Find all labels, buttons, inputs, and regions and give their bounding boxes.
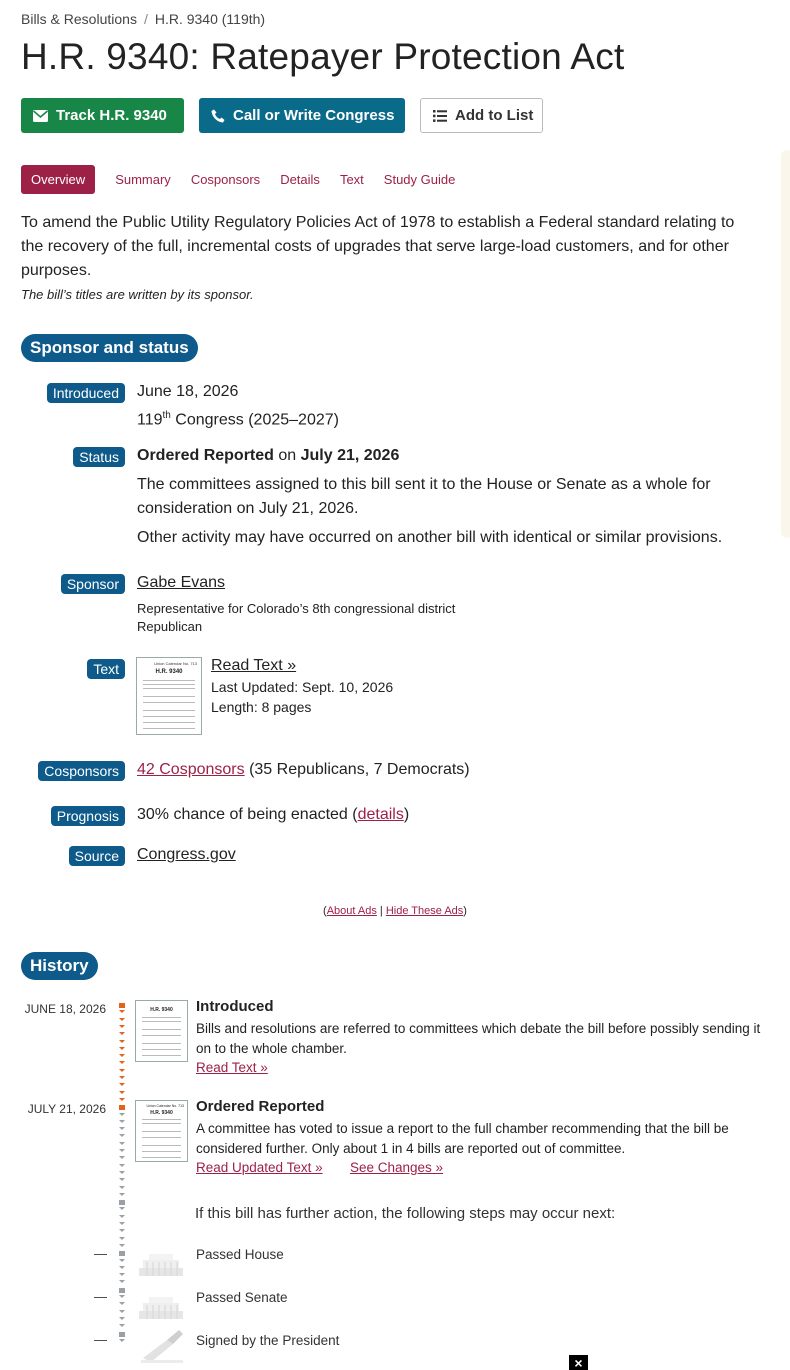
sponsor-link[interactable]: Gabe Evans xyxy=(137,574,226,591)
timeline-marker xyxy=(119,1280,125,1283)
timeline-marker xyxy=(119,1061,125,1064)
text-last-updated: Last Updated: Sept. 10, 2026 xyxy=(211,679,394,695)
timeline-marker xyxy=(119,1317,125,1320)
description-note: The bill’s titles are written by its sponsor. xyxy=(21,287,254,302)
congress-number: 119 xyxy=(137,411,163,429)
history-thumb-bill-no-2: H.R. 9340 xyxy=(150,1110,173,1116)
status-state: Ordered Reported xyxy=(137,447,274,464)
timeline-marker xyxy=(119,1083,125,1086)
timeline-marker xyxy=(119,1164,125,1167)
status-date: July 21, 2026 xyxy=(300,447,400,464)
timeline-marker xyxy=(119,1134,125,1137)
congress-suffix: th xyxy=(162,410,171,421)
history-desc-reported: A committee has voted to issue a report to the full chamber recommending that the bill be considered further. Only about 1 in 4 bills are reported out of committee. xyxy=(196,1121,729,1156)
history-thumb-calendar-no: Union Calendar No. 713 xyxy=(146,1104,184,1108)
breadcrumb xyxy=(21,11,265,27)
source-link[interactable]: Congress.gov xyxy=(137,846,236,863)
timeline-marker xyxy=(119,1076,125,1079)
future-dash-senate: — xyxy=(94,1289,107,1304)
breadcrumb-bills[interactable]: Bills & Resolutions xyxy=(21,11,137,27)
timeline-marker xyxy=(119,1310,125,1313)
about-ads-link[interactable]: About Ads xyxy=(326,905,377,917)
tab-text[interactable]: Text xyxy=(339,172,364,187)
timeline-marker xyxy=(119,1288,125,1293)
status-other-activity: Other activity may have occurred on another bill with identical or similar provisions. xyxy=(137,529,723,546)
capitol-icon-house xyxy=(137,1248,185,1283)
phone-icon xyxy=(211,109,225,123)
tab-summary[interactable]: Summary xyxy=(115,172,171,187)
timeline-marker xyxy=(119,1127,125,1130)
history-thumb-bill-no-1: H.R. 9340 xyxy=(150,1007,173,1013)
future-steps-intro: If this bill has further action, the following steps may occur next: xyxy=(195,1205,616,1222)
read-updated-text-link[interactable]: Read Updated Text » xyxy=(196,1160,323,1175)
timeline-marker xyxy=(119,1222,125,1225)
cosponsors-badge: Cosponsors xyxy=(38,761,125,781)
timeline-marker xyxy=(119,1251,125,1256)
call-congress-button[interactable] xyxy=(199,98,405,133)
breadcrumb-separator: / xyxy=(143,11,148,27)
timeline-marker xyxy=(119,1047,125,1050)
add-to-list-button[interactable] xyxy=(420,98,543,133)
history-heading: History xyxy=(21,952,98,980)
congress-session xyxy=(137,404,339,432)
breadcrumb-current[interactable]: H.R. 9340 (119th) xyxy=(154,11,266,27)
history-thumbnail-reported[interactable] xyxy=(135,1100,188,1162)
status-explanation: The committees assigned to this bill sent it to the House or Senate as a whole for consideration on July 21, 2026. xyxy=(137,476,711,517)
source-badge: Source xyxy=(69,846,125,866)
timeline-marker xyxy=(119,1193,125,1196)
timeline-marker xyxy=(119,1302,125,1305)
status-badge: Status xyxy=(73,447,125,467)
timeline-marker xyxy=(119,1259,125,1262)
track-button[interactable] xyxy=(21,98,184,133)
timeline-marker xyxy=(119,1229,125,1232)
sponsor-party: Republican xyxy=(137,619,203,634)
history-date-reported: JULY 21, 2026 xyxy=(27,1102,106,1116)
thumb-calendar-no: Union Calendar No. 713 xyxy=(154,661,197,666)
section-tabs xyxy=(21,164,475,195)
tab-cosponsors[interactable]: Cosponsors xyxy=(190,172,261,187)
future-step-president: Signed by the President xyxy=(196,1333,340,1348)
history-title-introduced: Introduced xyxy=(196,998,274,1015)
ad-close-icon[interactable]: × xyxy=(569,1355,588,1370)
add-to-list-label: Add to List xyxy=(455,107,534,124)
timeline-marker xyxy=(119,1142,125,1145)
pen-signing-icon xyxy=(139,1328,185,1369)
tab-study-guide[interactable]: Study Guide xyxy=(383,172,456,187)
ads-paren-close: ) xyxy=(463,905,467,917)
history-desc-introduced: Bills and resolutions are referred to committees which debate the bill before possibly sending it on to the whole chamber. xyxy=(196,1021,761,1056)
bill-text-thumbnail[interactable] xyxy=(136,657,202,735)
timeline-marker xyxy=(119,1105,125,1110)
timeline-marker xyxy=(119,1040,125,1043)
prognosis-close: ) xyxy=(403,806,410,823)
bill-description: To amend the Public Utility Regulatory Policies Act of 1978 to establish a Federal standard relating to the recovery of the full, incremental costs of upgrades that serve large-load customers, and for other purposes. xyxy=(21,214,735,279)
sponsor-role: Representative for Colorado’s 8th congressional district xyxy=(137,601,456,616)
introduced-date: June 18, 2026 xyxy=(137,383,239,400)
timeline-marker xyxy=(119,1003,125,1008)
sponsor-badge: Sponsor xyxy=(61,574,125,594)
timeline-marker xyxy=(119,1200,125,1205)
timeline-marker xyxy=(119,1010,125,1013)
timeline-marker xyxy=(119,1032,125,1035)
timeline-marker xyxy=(119,1069,125,1072)
tab-overview[interactable]: Overview xyxy=(21,165,95,194)
history-read-text-link[interactable]: Read Text » xyxy=(196,1060,268,1075)
prognosis-details-link[interactable]: details xyxy=(357,806,404,823)
timeline-marker xyxy=(119,1091,125,1094)
congress-years: Congress (2025–2027) xyxy=(170,411,339,429)
timeline-marker xyxy=(119,1207,125,1210)
read-text-link[interactable]: Read Text » xyxy=(211,657,297,674)
future-step-senate: Passed Senate xyxy=(196,1290,288,1305)
history-thumbnail-introduced[interactable] xyxy=(135,1000,188,1062)
cosponsors-line xyxy=(137,758,470,782)
call-congress-label: Call or Write Congress xyxy=(233,107,395,124)
timeline-marker xyxy=(119,1120,125,1123)
history-timeline xyxy=(119,1003,127,1341)
prognosis-badge: Prognosis xyxy=(51,806,125,826)
timeline-marker xyxy=(119,1171,125,1174)
timeline-marker xyxy=(119,1186,125,1189)
ads-links xyxy=(0,905,790,917)
introduced-badge: Introduced xyxy=(47,383,125,403)
timeline-marker xyxy=(119,1339,125,1342)
future-step-house: Passed House xyxy=(196,1247,284,1262)
text-length: Length: 8 pages xyxy=(211,699,312,715)
thumb-bill-no: H.R. 9340 xyxy=(155,669,183,675)
history-title-reported: Ordered Reported xyxy=(196,1098,325,1115)
tab-details[interactable]: Details xyxy=(280,172,320,187)
prognosis-line xyxy=(137,803,409,827)
prognosis-text: 30% chance of being enacted ( xyxy=(137,806,358,823)
sponsor-status-heading: Sponsor and status xyxy=(21,334,198,362)
page-title: H.R. 9340: Ratepayer Protection Act xyxy=(21,36,625,77)
timeline-marker xyxy=(119,1178,125,1181)
sidebar-panel-edge xyxy=(781,150,790,538)
timeline-marker xyxy=(119,1156,125,1159)
timeline-marker xyxy=(119,1113,125,1116)
track-button-label: Track H.R. 9340 xyxy=(56,107,167,124)
timeline-marker xyxy=(119,1054,125,1057)
cosponsors-link[interactable]: 42 Cosponsors xyxy=(137,761,245,778)
text-badge: Text xyxy=(87,659,125,679)
future-dash-president: — xyxy=(94,1332,107,1347)
see-changes-link[interactable]: See Changes » xyxy=(350,1160,444,1175)
timeline-marker xyxy=(119,1295,125,1298)
timeline-marker xyxy=(119,1244,125,1247)
timeline-marker xyxy=(119,1237,125,1240)
history-date-introduced: JUNE 18, 2026 xyxy=(24,1002,106,1016)
timeline-marker xyxy=(119,1273,125,1276)
future-dash-house: — xyxy=(94,1246,107,1261)
timeline-marker xyxy=(119,1324,125,1327)
envelope-icon xyxy=(33,110,48,122)
list-icon xyxy=(433,110,447,122)
hide-ads-link[interactable]: Hide These Ads xyxy=(385,905,464,917)
ads-separator: | xyxy=(376,905,386,917)
timeline-marker xyxy=(119,1018,125,1021)
status-on: on xyxy=(273,447,301,464)
cosponsors-breakdown: (35 Republicans, 7 Democrats) xyxy=(244,761,470,778)
ads-paren-open: ( xyxy=(323,905,327,917)
status-line xyxy=(137,444,399,468)
timeline-marker xyxy=(119,1215,125,1218)
timeline-marker xyxy=(119,1266,125,1269)
timeline-marker xyxy=(119,1332,125,1337)
timeline-marker xyxy=(119,1149,125,1152)
timeline-marker xyxy=(119,1025,125,1028)
timeline-marker xyxy=(119,1098,125,1101)
capitol-icon-senate xyxy=(137,1291,185,1326)
